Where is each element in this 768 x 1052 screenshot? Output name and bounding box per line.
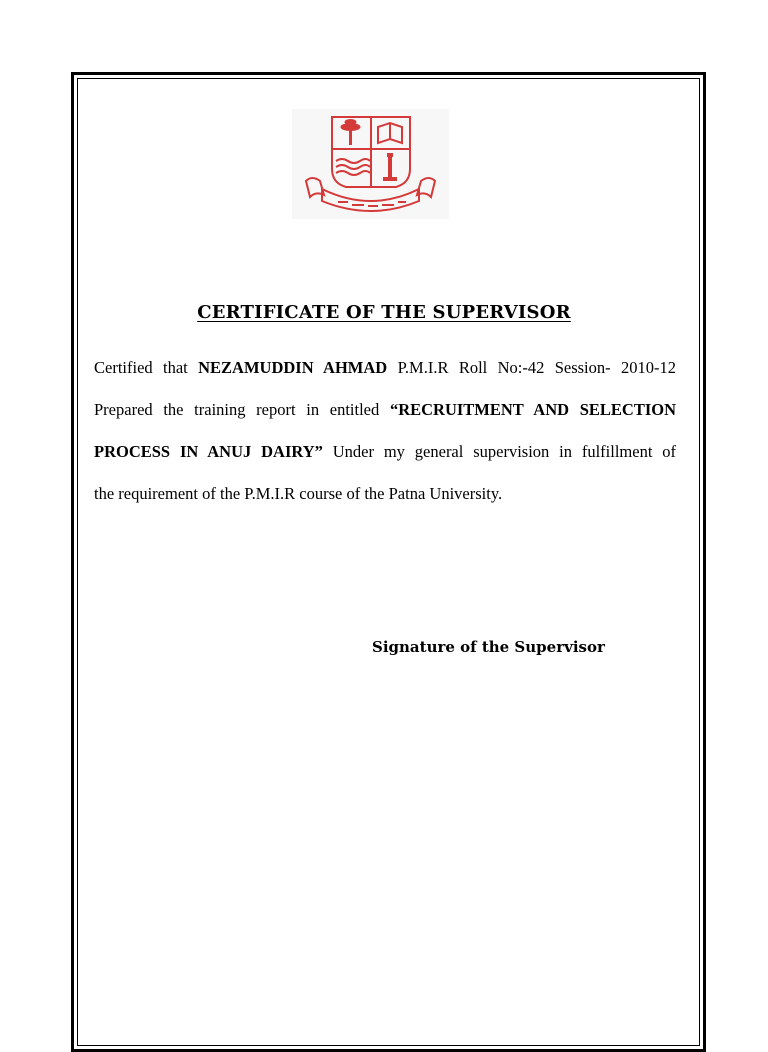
signature-label: Signature of the Supervisor	[372, 638, 605, 656]
supervision-text: Under my general supervision in fulfillment of	[332, 442, 677, 461]
certified-text: Certified that	[94, 358, 188, 377]
university-seal-image	[292, 109, 449, 219]
body-line-4: the requirement of the P.M.I.R course of the Patna University.	[94, 484, 503, 503]
tree-icon	[341, 119, 361, 145]
book-icon	[378, 123, 402, 143]
body-line-3	[94, 442, 676, 462]
body-line-1	[94, 358, 676, 378]
report-title-part-1: “RECRUITMENT AND SELECTION	[389, 400, 676, 419]
waves-icon	[336, 159, 370, 175]
body-line-2	[94, 400, 676, 420]
student-name: NEZAMUDDIN AHMAD	[198, 358, 388, 377]
report-title-part-2: PROCESS IN ANUJ DAIRY”	[94, 442, 323, 461]
page-title: CERTIFICATE OF THE SUPERVISOR	[197, 302, 571, 323]
prepared-text: Prepared the training report in entitled	[94, 400, 380, 419]
page-border-inner	[77, 78, 700, 1046]
roll-session-text: P.M.I.R Roll No:-42 Session- 2010-12	[397, 358, 676, 377]
page-border	[71, 72, 706, 1052]
pillar-icon	[383, 153, 397, 181]
